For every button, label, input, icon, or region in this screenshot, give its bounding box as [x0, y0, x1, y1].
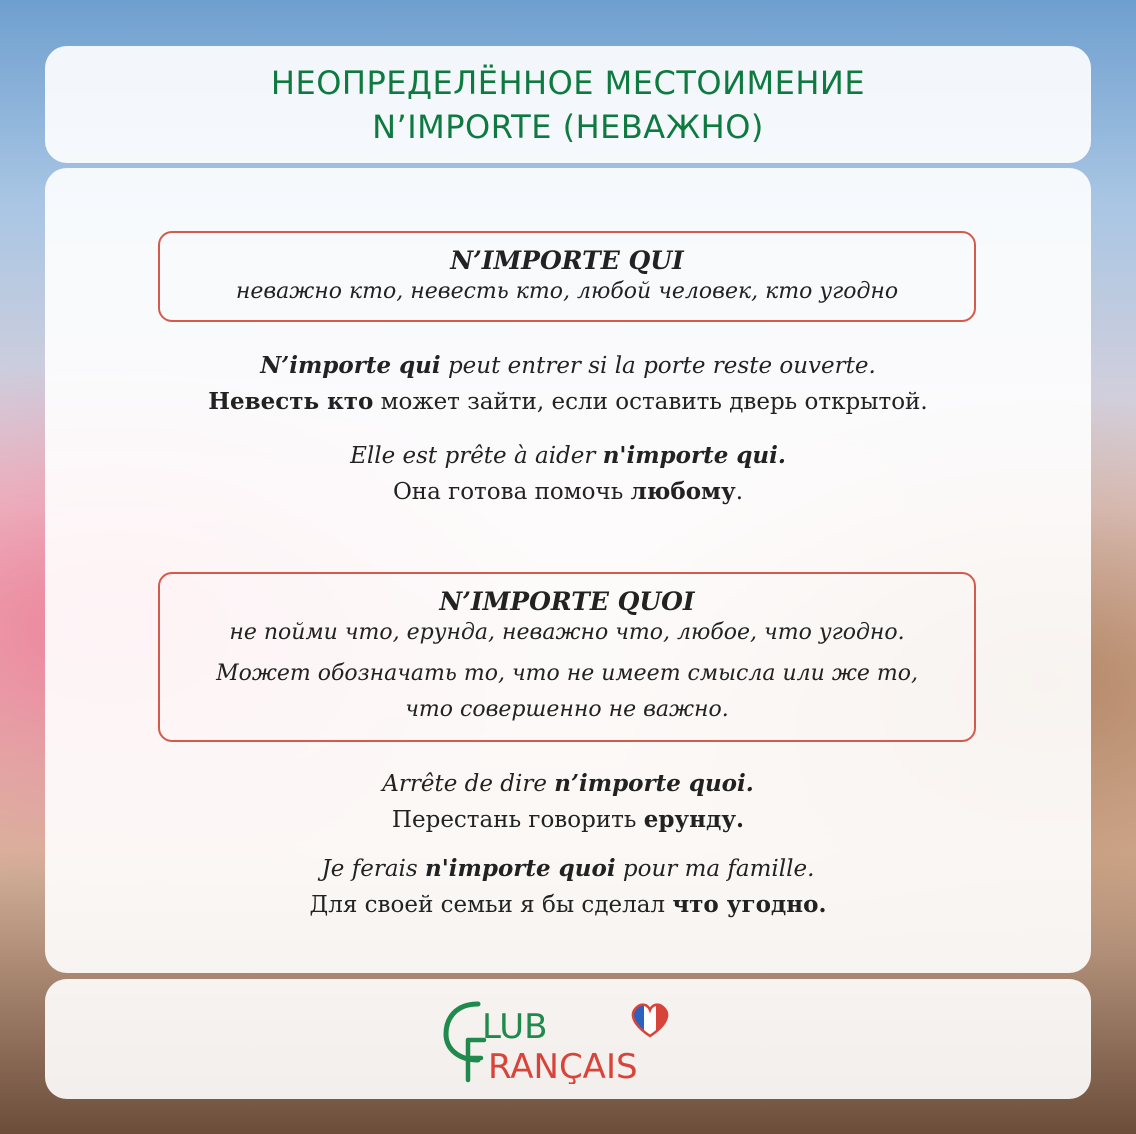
example-2-russian-before: Она готова помочь — [392, 479, 631, 505]
note-nimporte-quoi — [160, 656, 974, 728]
example-4-french-after: pour ma famille. — [615, 856, 815, 882]
example-2-french-before: Elle est prête à aider — [350, 443, 603, 469]
note-line-2: что совершенно не важно. — [405, 697, 729, 722]
example-3 — [45, 766, 1091, 838]
page-title-line-2: N’IMPORTE (НЕВАЖНО) — [372, 107, 764, 146]
example-4 — [45, 851, 1091, 923]
title-card — [45, 46, 1091, 163]
example-2-russian — [45, 474, 1091, 510]
note-line-1: Может обозначать то, что не имеет смысла или же то, — [216, 661, 918, 686]
example-4-russian — [45, 887, 1091, 923]
example-4-french-before: Je ferais — [321, 856, 426, 882]
club-francais-logo-graphic — [438, 994, 698, 1084]
example-2 — [45, 438, 1091, 510]
example-2-russian-bold: любому — [630, 478, 736, 505]
example-1-french-rest: peut entrer si la porte reste ouverte. — [440, 353, 876, 379]
club-francais-logo — [438, 994, 698, 1084]
example-4-french — [45, 851, 1091, 887]
example-3-russian-before: Перестань говорить — [391, 807, 644, 833]
example-4-french-bold: n'importe quoi — [425, 855, 616, 882]
example-3-french-before: Arrête de dire — [382, 771, 555, 797]
example-1-french-bold: N’importe qui — [260, 352, 441, 379]
logo-line-2: RANÇAIS — [488, 1047, 638, 1084]
term-nimporte-quoi: N’IMPORTE QUOI — [439, 587, 695, 616]
example-2-french — [45, 438, 1091, 474]
example-1-russian-rest: может зайти, если оставить дверь открытой. — [373, 389, 928, 415]
definition-box-quoi — [158, 572, 976, 742]
meaning-nimporte-qui: неважно кто, невесть кто, любой человек, кто угодно — [235, 279, 899, 304]
example-1-french — [45, 348, 1091, 384]
logo-line-1: LUB — [482, 1007, 548, 1047]
content-card — [45, 168, 1091, 973]
definition-box-qui — [158, 231, 976, 322]
example-1 — [45, 348, 1091, 420]
example-4-russian-bold: что угодно. — [672, 891, 827, 918]
term-nimporte-qui: N’IMPORTE QUI — [450, 246, 684, 275]
meaning-nimporte-quoi: не пойми что, ерунда, неважно что, любое, что угодно. — [229, 620, 905, 645]
example-1-russian — [45, 384, 1091, 420]
heart-flag-icon — [630, 1002, 672, 1038]
example-2-french-bold: n'importe qui. — [602, 442, 786, 469]
example-1-russian-bold: Невесть кто — [208, 388, 374, 415]
example-2-russian-after: . — [735, 479, 744, 505]
example-3-russian — [45, 802, 1091, 838]
example-3-russian-bold: ерунду. — [643, 806, 745, 833]
example-3-french-bold: n’importe quoi. — [554, 770, 754, 797]
example-4-russian-before: Для своей семьи я бы сделал — [309, 892, 673, 918]
footer-card — [45, 979, 1091, 1099]
example-3-french — [45, 766, 1091, 802]
page-title-line-1: НЕОПРЕДЕЛЁННОЕ МЕСТОИМЕНИЕ — [270, 63, 866, 102]
